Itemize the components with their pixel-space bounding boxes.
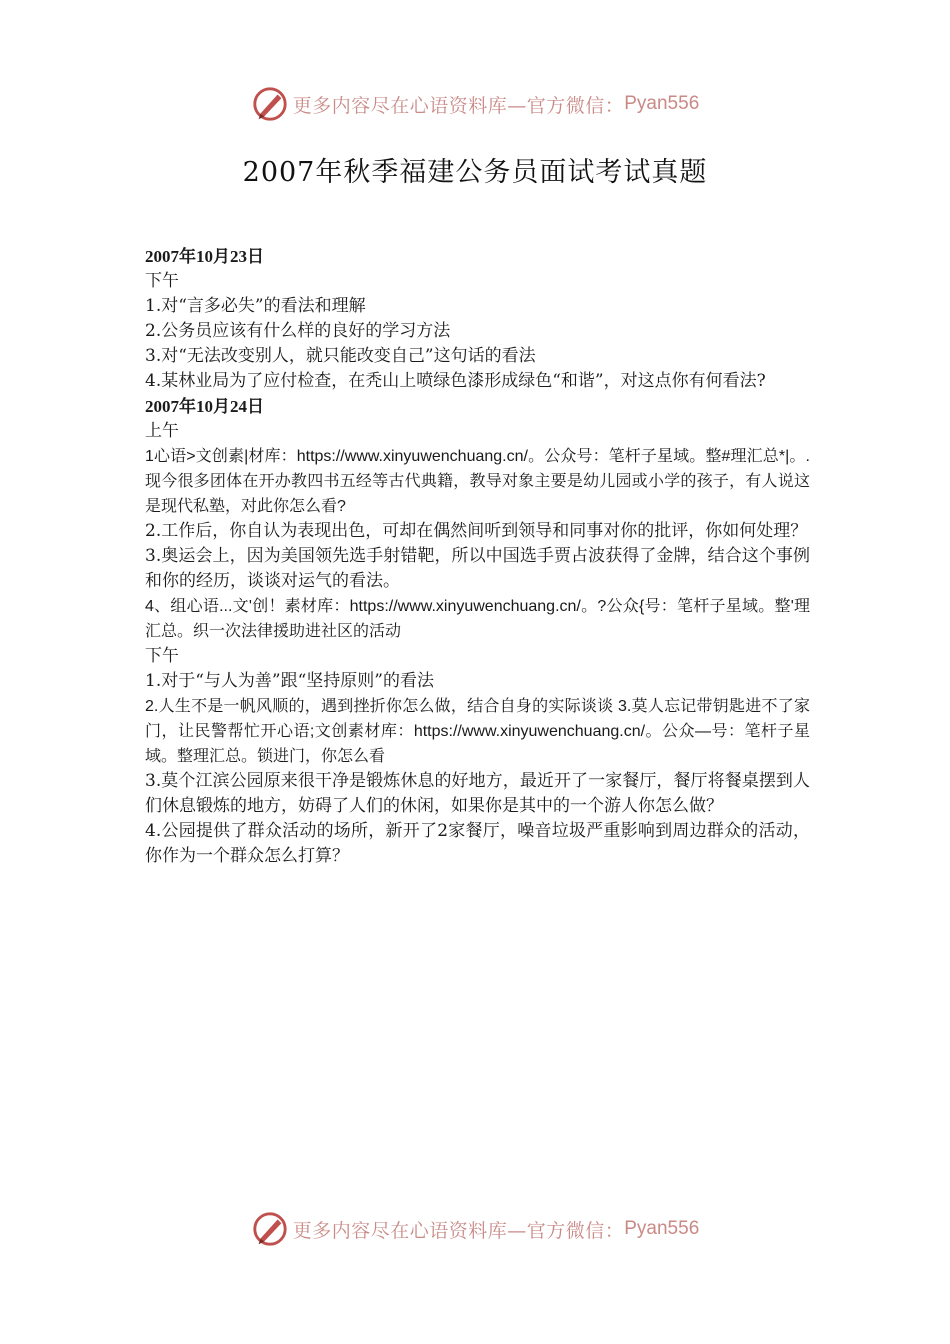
- date-heading: 2007年10月24日: [145, 397, 264, 416]
- question-item: 1.对于“与人为善”跟“坚持原则”的看法: [145, 671, 434, 691]
- banner-text: 更多内容尽在心语资料库—官方微信：: [292, 94, 625, 117]
- header-banner: [0, 82, 950, 126]
- question-item: 2.工作后，你自认为表现出色，可却在偶然间听到领导和同事对你的批评，你如何处理？: [145, 521, 808, 541]
- document-body: [145, 244, 810, 869]
- footer-banner: [0, 1207, 950, 1251]
- page-title: 2007年秋季福建公务员面试考试真题: [242, 157, 708, 188]
- question-item: 4、组心语...文'创！素材库：https://www.xinyuwenchuang.cn/。?公众{号：笔杆子星域。整'理汇总。织一次法律援助进社区的活动: [145, 598, 810, 640]
- banner-wechat-id: Pyan556: [624, 93, 700, 114]
- date-heading: 2007年10月23日: [145, 247, 264, 266]
- session-heading: 下午: [145, 271, 179, 291]
- question-item: 3.奥运会上，因为美国领先选手射错靶，所以中国选手贾占波获得了金牌，结合这个事例和你的经历，谈谈对运气的看法。: [145, 546, 810, 591]
- banner-text: 更多内容尽在心语资料库—官方微信：: [292, 1219, 625, 1242]
- banner-wechat-id: Pyan556: [624, 1218, 700, 1239]
- question-item: 4.公园提供了群众活动的场所，新开了2家餐厅，噪音垃圾严重影响到周边群众的活动，你作为一个群众怎么打算？: [145, 821, 810, 866]
- question-item: 2.公务员应该有什么样的良好的学习方法: [145, 321, 451, 341]
- question-item: 3.对“无法改变别人，就只能改变自己”这句话的看法: [145, 346, 536, 366]
- question-item: 3.莫个江滨公园原来很干净是锻炼休息的好地方，最近开了一家餐厅，餐厅将餐桌摆到人们休息锻炼的地方，妨碍了人们的休闲，如果你是其中的一个游人你怎么做？: [145, 771, 810, 816]
- session-heading: 上午: [145, 421, 179, 441]
- question-item: 2.人生不是一帆风顺的，遇到挫折你怎么做，结合自身的实际谈谈 3.莫人忘记带钥匙进不了家门，让民警帮忙开心语;文创素材库：https://www.xinyuwenchuang.cn/。公众—号：笔杆子星域。整理汇总。锁进门，你怎么看: [145, 698, 810, 765]
- question-item: 4.某林业局为了应付检查，在秃山上喷绿色漆形成绿色“和谐”，对这点你有何看法?: [145, 371, 766, 391]
- question-item: 1心语>文创素|材库：https://www.xinyuwenchuang.cn/。公众号：笔杆子星域。整#理汇总*|。.现今很多团体在开办教四书五经等古代典籍，教导对象主要是幼儿园或小学的孩子，有人说这是现代私塾，对此你怎么看?: [145, 448, 810, 515]
- session-heading: 下午: [145, 646, 179, 666]
- question-item: 1.对“言多必失”的看法和理解: [145, 296, 366, 316]
- pen-logo-icon: [251, 85, 289, 123]
- pen-logo-icon: [251, 1210, 289, 1248]
